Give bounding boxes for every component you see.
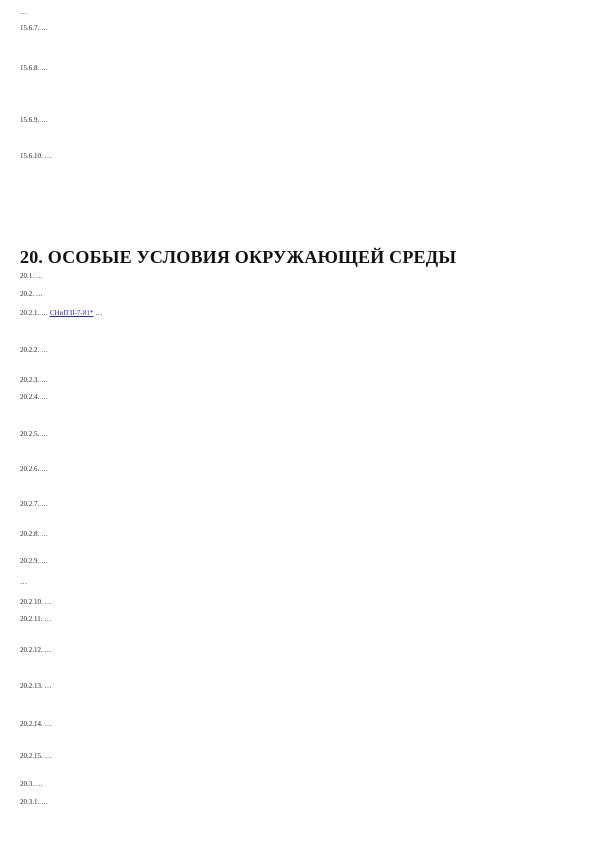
clause-20-2-1 xyxy=(20,309,576,318)
clause-number: 20.2.8. xyxy=(20,530,40,538)
clause-20-2-11 xyxy=(20,615,576,624)
clause-text: … xyxy=(44,152,52,160)
clause-20-2-9 xyxy=(20,557,576,566)
clause-15-6-10 xyxy=(20,152,576,161)
clause-20-2-12 xyxy=(20,646,576,655)
clause-20-3-1 xyxy=(20,798,576,807)
clause-number: 20.2.7. xyxy=(20,500,40,508)
clause-number: 20.2.2. xyxy=(20,346,40,354)
clause-number: 20.2.9. xyxy=(20,557,40,565)
clause-text: … xyxy=(44,720,52,728)
clause-number: 20.2.12. xyxy=(20,646,43,654)
clause-number: 20.2.3. xyxy=(20,376,40,384)
top-fragment xyxy=(20,8,576,17)
clause-20-2-13 xyxy=(20,682,576,691)
clause-15-6-8 xyxy=(20,64,576,73)
clause-text: … xyxy=(35,272,43,280)
clause-text: … xyxy=(41,530,48,538)
clause-number: 20.2.10. xyxy=(20,598,43,606)
clause-text: … xyxy=(44,682,52,690)
clause-15-6-7 xyxy=(20,24,576,33)
clause-text: … xyxy=(41,500,48,508)
clause-number: 20.3. xyxy=(20,780,34,788)
clause-text: … xyxy=(41,64,48,72)
clause-text: … xyxy=(20,578,27,586)
clause-text: … xyxy=(44,615,52,623)
clause-text: … xyxy=(41,393,48,401)
clause-text: … xyxy=(41,346,48,354)
clause-20-3 xyxy=(20,780,576,789)
clause-text: … xyxy=(41,430,48,438)
fragment-text: … xyxy=(20,8,27,16)
clause-text: … xyxy=(41,24,48,32)
clause-text-before-link: … xyxy=(41,309,48,317)
clause-text: … xyxy=(41,116,48,124)
clause-20-1 xyxy=(20,272,576,281)
clause-number: 20.2.4. xyxy=(20,393,40,401)
clause-text: … xyxy=(41,798,48,806)
clause-number: 20.2.5. xyxy=(20,430,40,438)
clause-20-2-6 xyxy=(20,465,576,474)
snip-reference-link[interactable]: СНиП II-7-81* xyxy=(49,309,94,317)
clause-number: 15.6.9. xyxy=(20,116,40,124)
clause-text: … xyxy=(35,780,43,788)
clause-number: 20.2.15. xyxy=(20,752,43,760)
clause-text: … xyxy=(44,752,52,760)
clause-text: … xyxy=(41,376,48,384)
clause-20-2-10 xyxy=(20,598,576,607)
clause-number: 15.6.7. xyxy=(20,24,40,32)
clause-text-after-link: … xyxy=(95,309,103,317)
clause-20-2-14 xyxy=(20,720,576,729)
clause-text: … xyxy=(44,598,52,606)
clause-20-2-15 xyxy=(20,752,576,761)
clause-20-2-2 xyxy=(20,346,576,355)
clause-text: … xyxy=(41,557,48,565)
clause-15-6-9 xyxy=(20,116,576,125)
clause-number: 20.1. xyxy=(20,272,34,280)
clause-text: … xyxy=(41,465,48,473)
clause-number: 20.2.14. xyxy=(20,720,43,728)
clause-number: 20.3.1. xyxy=(20,798,40,806)
clause-number: 20.2. xyxy=(20,290,34,298)
clause-number: 15.6.10. xyxy=(20,152,43,160)
clause-20-2-3 xyxy=(20,376,576,385)
section-heading: 20. ОСОБЫЕ УСЛОВИЯ ОКРУЖАЮЩЕЙ СРЕДЫ xyxy=(20,247,457,267)
clause-20-2-4 xyxy=(20,393,576,402)
clause-number: 20.2.13. xyxy=(20,682,43,690)
clause-number: 20.2.6. xyxy=(20,465,40,473)
clause-20-2-8 xyxy=(20,530,576,539)
clause-20-2-7 xyxy=(20,500,576,509)
clause-number: 15.6.8. xyxy=(20,64,40,72)
clause-text: … xyxy=(35,290,43,298)
clause-20-2 xyxy=(20,290,576,299)
clause-number: 20.2.1. xyxy=(20,309,40,317)
clause-20-2-5 xyxy=(20,430,576,439)
clause-number: 20.2.11. xyxy=(20,615,43,623)
clause-text: … xyxy=(44,646,52,654)
clause-20-2-9-continuation xyxy=(20,578,576,587)
